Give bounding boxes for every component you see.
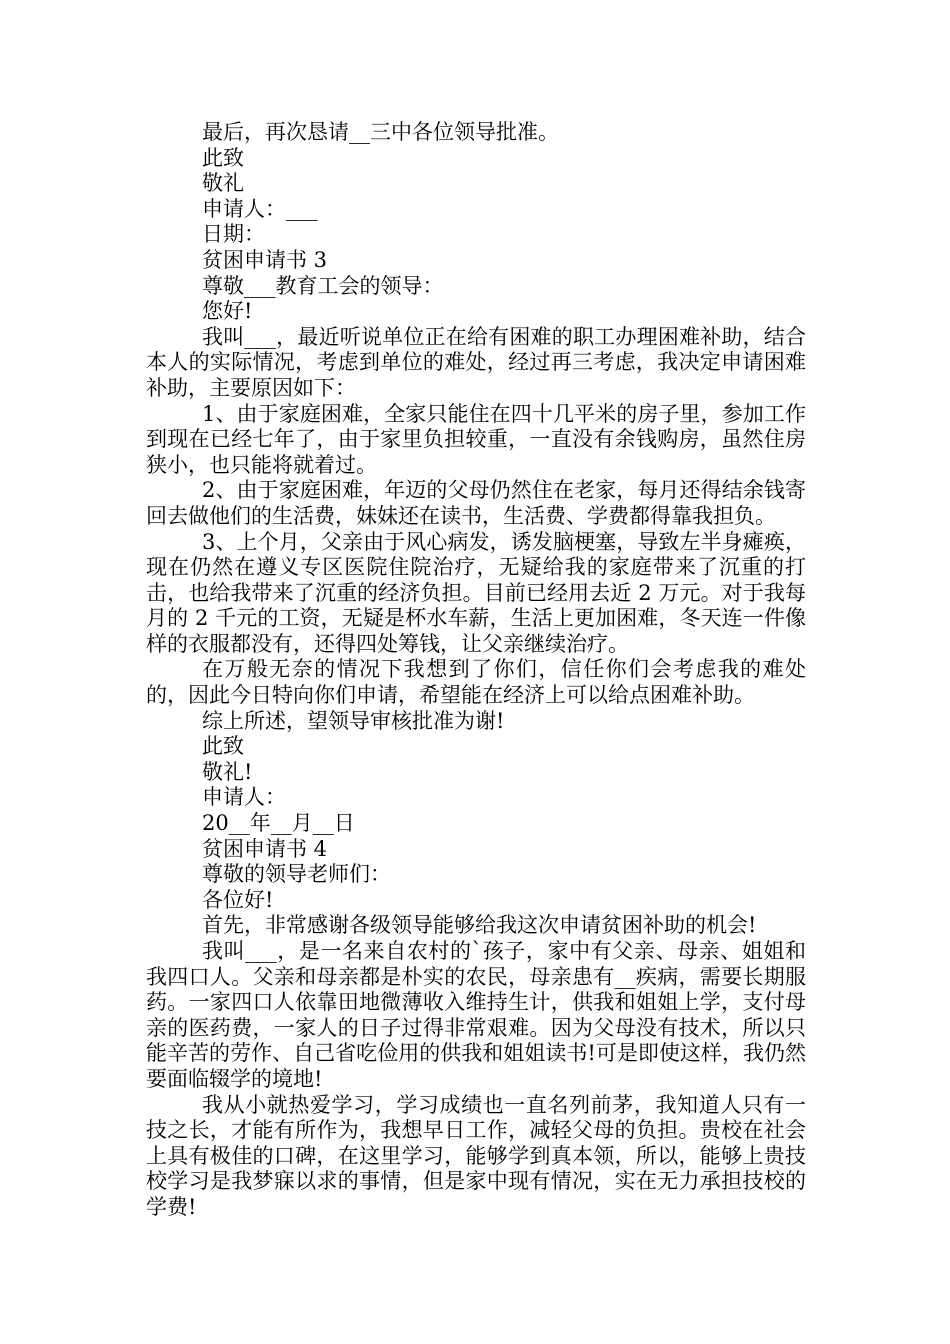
salutation-jingli: 敬礼 xyxy=(202,171,244,196)
section-title-4: 贫困申请书 4 xyxy=(202,836,328,861)
salutation-cizhi: 此致 xyxy=(202,145,244,170)
applicant-line: 申请人：___ xyxy=(202,196,318,221)
addressee-4: 尊敬的领导老师们： xyxy=(202,862,391,887)
applicant-line-3: 申请人： xyxy=(202,785,286,810)
reason-1-paragraph: 1、由于家庭困难，全家只能住在四十几平米的房子里，参加工作到现在已经七年了，由于家里负担较重，一直没有余钱购房，虽然住房狭小，也只能将就着过。 xyxy=(146,401,806,477)
study-paragraph-4: 我从小就热爱学习，学习成绩也一直名列前茅，我知道人只有一技之长，才能有所作为，我想早日工作，减轻父母的负担。贵校在社会上具有极佳的口碑，在这里学习，能够学到真本领，所以，能够上贵技校学习是我梦寐以求的事情，但是家中现有情况，实在无力承担技校的学费! xyxy=(146,1092,806,1219)
family-paragraph-4: 我叫___，是一名来自农村的`孩子，家中有父亲、母亲、姐姐和我四口人。父亲和母亲都是朴实的农民，母亲患有__疾病，需要长期服药。一家四口人依靠田地微薄收入维持生计，供我和姐姐上学，支付母亲的医药费，一家人的日子过得非常艰难。因为父母没有技术，所以只能辛苦的劳作、自己省吃俭用的供我和姐姐读书!可是即使这样，我仍然要面临辍学的境地! xyxy=(146,939,806,1091)
date-line-3: 20__年__月__日 xyxy=(202,811,355,836)
salutation-cizhi-3: 此致 xyxy=(202,734,244,759)
document-page xyxy=(146,120,806,1221)
date-line: 日期： xyxy=(202,222,265,247)
section-title-3: 贫困申请书 3 xyxy=(202,247,328,272)
closing-request: 最后，再次恳请__三中各位领导批准。 xyxy=(202,120,559,144)
greeting-3: 您好! xyxy=(202,299,253,324)
summary-line-3: 综上所述，望领导审核批准为谢! xyxy=(202,708,505,733)
thanks-line-4: 首先，非常感谢各级领导能够给我这次申请贫困补助的机会! xyxy=(202,913,757,938)
reason-2-paragraph: 2、由于家庭困难，年迈的父母仍然住在老家，每月还得结余钱寄回去做他们的生活费，妹妹还在读书，生活费、学费都得靠我担负。 xyxy=(146,478,806,528)
intro-paragraph-3: 我叫___，最近听说单位正在给有困难的职工办理困难补助，结合本人的实际情况，考虑到单位的难处，经过再三考虑，我决定申请困难补助，主要原因如下： xyxy=(146,324,806,400)
request-paragraph-3: 在万般无奈的情况下我想到了你们，信任你们会考虑我的难处的，因此今日特向你们申请，希望能在经济上可以给点困难补助。 xyxy=(146,657,806,708)
reason-3-paragraph: 3、上个月，父亲由于风心病发，诱发脑梗塞，导致左半身瘫痪，现在仍然在遵义专区医院住院治疗，无疑给我的家庭带来了沉重的打击，也给我带来了沉重的经济负担。目前已经用去近 2 万元。对于我每月的 2 千元的工资，无疑是杯水车薪，生活上更加困难，冬天连一件像样的衣服都没有，还得四处筹钱，让父亲继续治疗。 xyxy=(146,529,806,656)
salutation-jingli-3: 敬礼! xyxy=(202,759,253,784)
addressee-3: 尊敬___教育工会的领导： xyxy=(202,273,444,298)
greeting-4: 各位好! xyxy=(202,887,274,912)
